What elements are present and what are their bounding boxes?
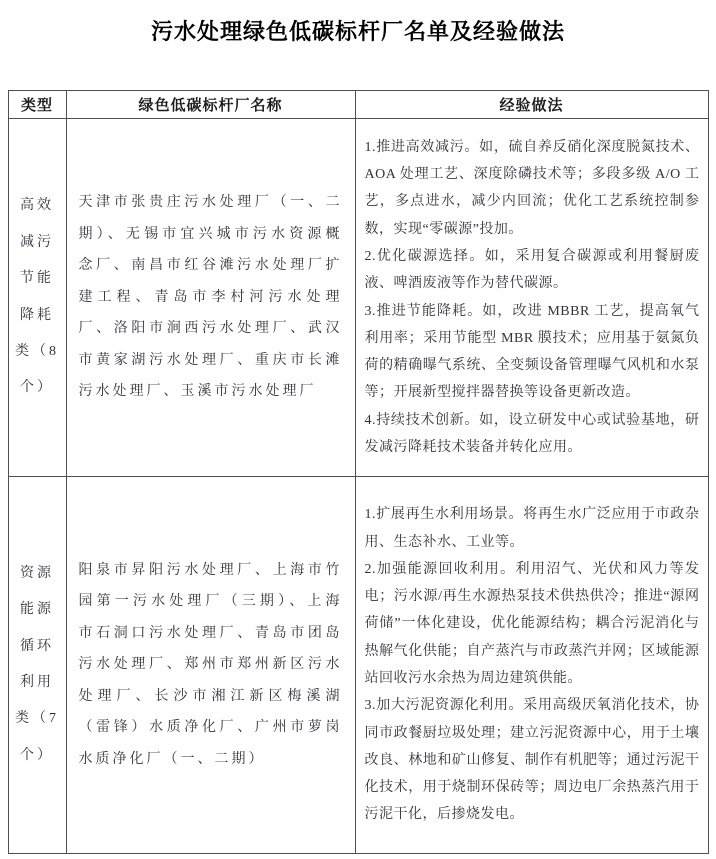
practice-item: 2.优化碳源选择。如，采用复合碳源或利用餐厨废液、啤酒废液等作为替代碳源。 bbox=[364, 248, 700, 292]
practice-item: 1.推进高效减污。如，硫自养反硝化深度脱氮技术、AOA 处理工艺、深度除磷技术等；多段多级 A/O 工艺，多点进水，减少内回流；优化工艺系统控制参数，实现“零碳源”投加。 bbox=[364, 139, 700, 237]
table-header-row bbox=[8, 91, 708, 119]
practice-item: 1.扩展再生水利用场景。将再生水广泛应用于市政杂用、生态补水、工业等。 bbox=[364, 507, 700, 550]
practice-item: 3.加大污泥资源化利用。采用高级厌氧消化技术，协同市政餐厨垃圾处理；建立污泥资源中心，用于土壤改良、林地和矿山修复、制作有机肥等；通过污泥干化技术，用于烧制环保砖等；周边电厂余热蒸汽用于污泥干化，后掺烧发电。 bbox=[364, 698, 700, 823]
table-row bbox=[8, 477, 708, 854]
type-cell-resource-recycling-category: 资源能源循环利用类（7个） bbox=[8, 477, 66, 854]
practice-item: 3.推进节能降耗。如，改进 MBBR 工艺，提高氧气利用率；采用节能型 MBR 膜技术；应用基于氨氮负荷的精确曝气系统、全变频设备管理曝气风机和水泵等；开展新型搅拌器替换等设备更新改造。 bbox=[364, 303, 700, 401]
benchmark-plants-table bbox=[8, 90, 709, 854]
practices-cell-resource-recycling-category bbox=[355, 477, 708, 854]
table-row bbox=[8, 119, 708, 477]
column-header-plant-names: 绿色低碳标杆厂名称 bbox=[66, 91, 355, 119]
practice-item: 2.加强能源回收利用。利用沼气、光伏和风力等发电；污水源/再生水源热泵技术供热供冷；推进“源网荷储”一体化建设，优化能源结构；耦合污泥消化与热解气化供能；自产蒸汽与市政蒸汽并网；区域能源站回收污水余热为周边建筑供能。 bbox=[364, 561, 700, 686]
type-cell-efficiency-category: 高效减污节能降耗类（8个） bbox=[8, 119, 66, 477]
practices-cell-efficiency-category bbox=[355, 119, 708, 477]
column-header-type: 类型 bbox=[8, 91, 66, 119]
plants-cell-efficiency-category: 天津市张贵庄污水处理厂（一、二期）、无锡市宜兴城市污水资源概念厂、南昌市红谷滩污水处理厂扩建工程、青岛市李村河污水处理厂、洛阳市涧西污水处理厂、武汉市黄家湖污水处理厂、重庆市长滩污水处理厂、玉溪市污水处理厂 bbox=[66, 119, 355, 477]
plants-cell-resource-recycling-category: 阳泉市昇阳污水处理厂、上海市竹园第一污水处理厂（三期）、上海市石洞口污水处理厂、青岛市团岛污水处理厂、郑州市郑州新区污水处理厂、长沙市湘江新区梅溪湖（雷锋）水质净化厂、广州市萝岗水质净化厂（一、二期） bbox=[66, 477, 355, 854]
column-header-practices: 经验做法 bbox=[355, 91, 708, 119]
practice-item: 4.持续技术创新。如，设立研发中心或试验基地，研发减污降耗技术装备并转化应用。 bbox=[364, 412, 700, 455]
page-title: 污水处理绿色低碳标杆厂名单及经验做法 bbox=[150, 19, 565, 44]
